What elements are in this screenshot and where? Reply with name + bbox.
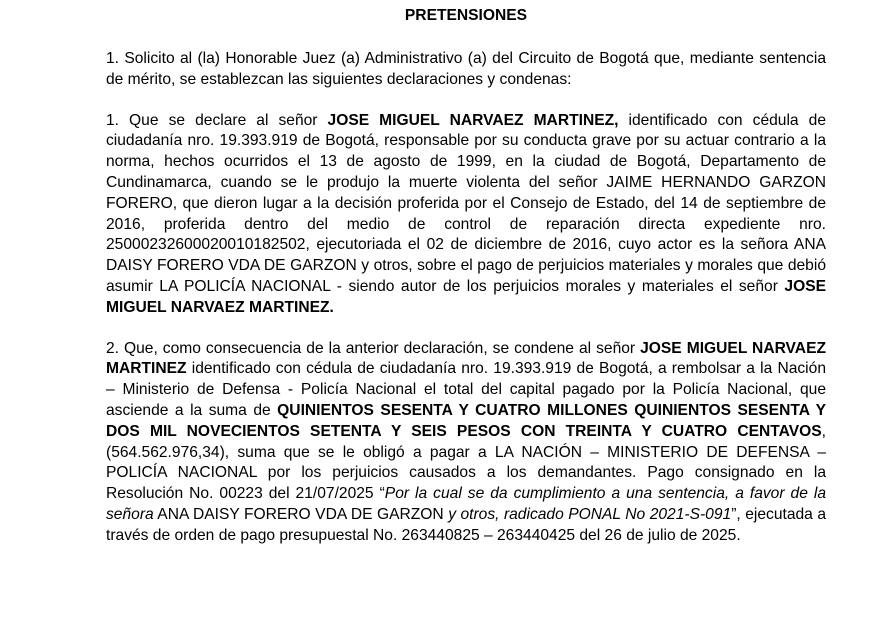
paragraph-2-italic-1: Por la cual se da cumplimiento a una sentencia, a favor de la señora xyxy=(106,485,826,523)
paragraph-2-text-5: ”, ejecutada a través de orden de pago presupuestal No. 263440825 – 263440425 del 26 de julio de 2025. xyxy=(106,505,827,544)
paragraph-2-amount-words: QUINIENTOS SESENTA Y CUATRO MILLONES QUINIENTOS SESENTA Y DOS MIL NOVECIENTOS SETENTA Y SEIS PESOS CON TREINTA Y CUATRO CENTAVOS xyxy=(106,401,827,440)
document-page xyxy=(106,0,826,547)
paragraph-2-italic-2: y otros, radicado PONAL No 2021-S-091 xyxy=(448,505,732,523)
paragraph-1-name-2: JOSE MIGUEL NARVAEZ MARTINEZ. xyxy=(106,277,826,316)
paragraph-1-text-1: 1. Que se declare al señor xyxy=(106,111,328,129)
paragraph-2-text-1: 2. Que, como consecuencia de la anterior declaración, se condene al señor xyxy=(106,339,641,357)
paragraph-2-text-4: ANA DAISY FORERO VDA DE GARZON xyxy=(153,505,449,523)
section-title: PRETENSIONES xyxy=(404,7,528,24)
paragraph-1-text-2: identificado con cédula de ciudadanía nro. 19.393.919 de Bogotá, responsable por su conducta grave por su actuar contrario a la norma, hechos ocurridos el 13 de agosto de 1999, en la ciudad de Bogotá, Departamento de Cundinamarca, cuando se le produjo la muerte violenta del señor JAIME HERNANDO GARZON FORERO, que dieron lugar a la decisión proferida por el Consejo de Estado, del 14 de septiembre de 2016, proferida dentro del medio de control de reparación directa expediente nro. 25000232600020010182502, ejecutoriada el 02 de diciembre de 2016, cuyo actor es la señora ANA DAISY FORERO VDA DE GARZON y otros, sobre el pago de perjuicios materiales y morales que debió asumir LA POLICÍA NACIONAL - siendo autor de los perjuicios morales y materiales el señor xyxy=(106,111,826,295)
intro-paragraph: 1. Solicito al (la) Honorable Juez (a) Administrativo (a) del Circuito de Bogotá que, mediante sentencia de mérito, se establezcan las siguientes declaraciones y condenas: xyxy=(106,50,826,88)
paragraph-2 xyxy=(106,339,826,547)
paragraph-1-name-1: JOSE MIGUEL NARVAEZ MARTINEZ, xyxy=(327,111,619,129)
paragraph-2-text-3: , (564.562.976,34), suma que se le obligó a pagar a LA NACIÓN – MINISTERIO DE DEFENSA – POLICÍA NACIONAL por los perjuicios causados a los demandantes. Pago consignado en la Resolución No. 00223 del 21/07/2025 “ xyxy=(106,422,826,503)
paragraph-2-text-2: identificado con cédula de ciudadanía nro. 19.393.919 de Bogotá, a rembolsar a la Nación – Ministerio de Defensa - Policía Nacional el total del capital pagado por la Policía Nacional, que asciende a la suma de xyxy=(106,360,826,419)
paragraph-1 xyxy=(106,111,826,319)
paragraph-2-name: JOSE MIGUEL NARVAEZ MARTINEZ xyxy=(106,339,826,378)
